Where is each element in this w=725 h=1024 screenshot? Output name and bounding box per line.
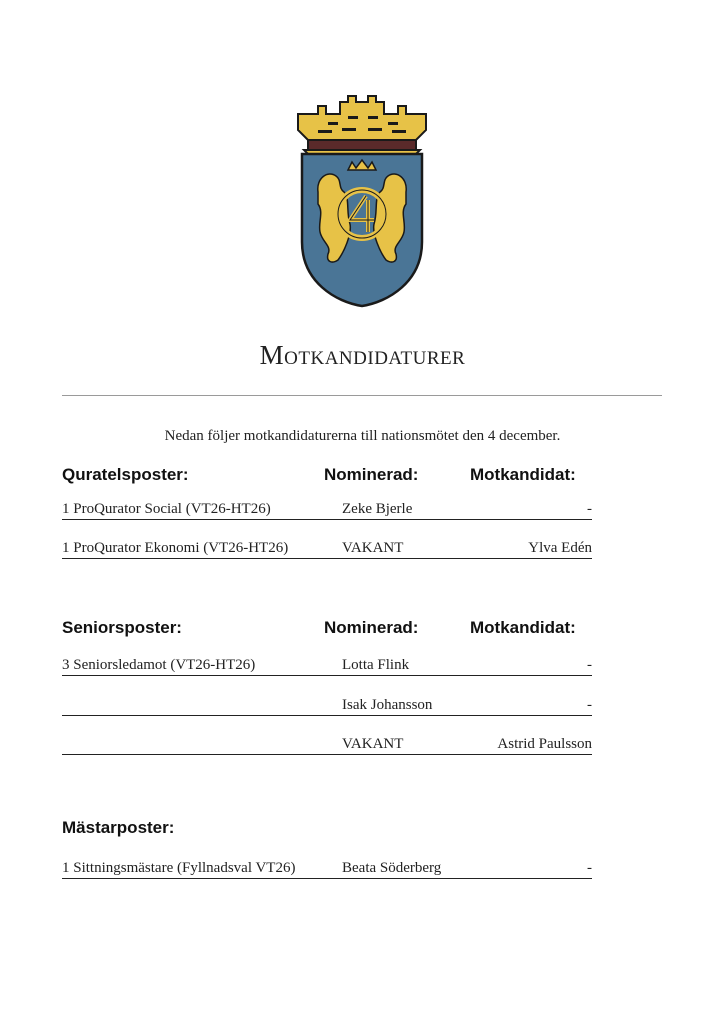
column-heading-nominee: Nominerad:: [324, 465, 419, 484]
section-header-quratel: [0, 465, 725, 489]
counter-candidate: Astrid Paulsson: [497, 736, 592, 752]
column-heading-counter: Motkandidat:: [470, 465, 576, 484]
nominee-name: Beata Söderberg: [342, 860, 442, 876]
title-divider: [62, 395, 662, 396]
section-heading: Seniorsposter:: [62, 618, 182, 637]
intro-text: Nedan följer motkandidaturerna till nationsmötet den 4 december.: [164, 428, 561, 444]
nominee-name: VAKANT: [342, 736, 404, 752]
table-row: [0, 654, 725, 676]
column-heading-counter: Motkandidat:: [470, 618, 576, 637]
post-name: 3 Seniorsledamot (VT26-HT26): [62, 657, 256, 673]
section-heading: Mästarposter:: [62, 818, 175, 837]
nominee-name: VAKANT: [342, 540, 404, 556]
post-name: 1 ProQurator Social (VT26-HT26): [62, 501, 271, 517]
table-row: [0, 857, 725, 879]
table-row: [0, 733, 725, 755]
post-name: 1 Sittningsmästare (Fyllnadsval VT26): [62, 860, 296, 876]
nominee-name: Zeke Bjerle: [342, 501, 413, 517]
table-row: [0, 537, 725, 559]
counter-candidate: -: [587, 697, 592, 713]
counter-candidate: -: [587, 860, 592, 876]
section-header-mastar: [0, 818, 725, 842]
section-header-senior: [0, 618, 725, 642]
nominee-name: Lotta Flink: [342, 657, 410, 673]
section-heading: Quratelsposter:: [62, 465, 189, 484]
nominee-name: Isak Johansson: [342, 697, 433, 713]
coat-of-arms-icon: [288, 92, 436, 310]
page-title: Motkandidaturer: [259, 340, 466, 370]
table-row: [0, 498, 725, 520]
counter-candidate: Ylva Edén: [528, 540, 592, 556]
counter-candidate: -: [587, 501, 592, 517]
table-row: [0, 694, 725, 716]
counter-candidate: -: [587, 657, 592, 673]
post-name: 1 ProQurator Ekonomi (VT26-HT26): [62, 540, 289, 556]
column-heading-nominee: Nominerad:: [324, 618, 419, 637]
